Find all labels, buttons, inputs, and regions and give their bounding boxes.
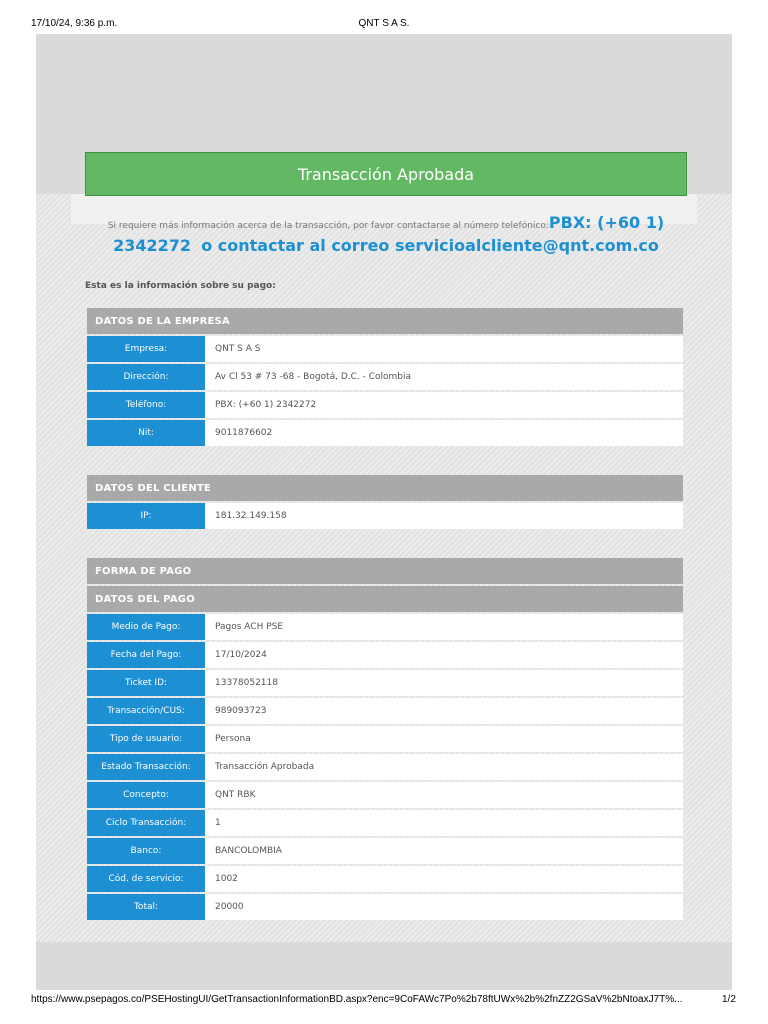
row-label: Medio de Pago: [87, 614, 205, 640]
section-header-forma-pago: FORMA DE PAGO [87, 558, 683, 584]
row-label: Tipo de usuario: [87, 726, 205, 752]
row-label: Cód. de servicio: [87, 866, 205, 892]
contact-phone-part2: 2342272 [113, 236, 192, 255]
table-row [87, 336, 683, 362]
row-value: 1 [205, 810, 683, 836]
row-label: Ticket ID: [87, 670, 205, 696]
table-row [87, 392, 683, 418]
table-row [87, 754, 683, 780]
row-label: Dirección: [87, 364, 205, 390]
contact-email[interactable]: o contactar al correo servicioalcliente@qnt.com.co [201, 236, 659, 255]
section-header-empresa: DATOS DE LA EMPRESA [87, 308, 683, 334]
table-row [87, 364, 683, 390]
print-date: 17/10/24, 9:36 p.m. [31, 18, 118, 29]
row-value: 13378052118 [205, 670, 683, 696]
table-row [87, 503, 683, 529]
row-value: PBX: (+60 1) 2342272 [205, 392, 683, 418]
row-value: QNT RBK [205, 782, 683, 808]
print-page-number: 1/2 [722, 994, 736, 1005]
transaction-approved-banner: Transacción Aprobada [85, 152, 687, 196]
table-row [87, 642, 683, 668]
table-row [87, 782, 683, 808]
row-value: 20000 [205, 894, 683, 920]
table-row [87, 420, 683, 446]
row-label: Estado Transacción: [87, 754, 205, 780]
row-value: Persona [205, 726, 683, 752]
row-label: Transacción/CUS: [87, 698, 205, 724]
row-label: Empresa: [87, 336, 205, 362]
bottom-band [36, 942, 732, 990]
row-value: 9011876602 [205, 420, 683, 446]
table-row [87, 726, 683, 752]
contact-phone-part1: PBX: (+60 1) [548, 213, 665, 232]
row-label: Concepto: [87, 782, 205, 808]
payment-info-intro: Esta es la información sobre su pago: [85, 281, 276, 291]
print-footer [0, 994, 768, 1008]
table-row [87, 670, 683, 696]
print-url[interactable]: https://www.psepagos.co/PSEHostingUI/GetTransactionInformationBD.aspx?enc=9CoFAWc7Po%2b78ftUWx%2b%2fnZZ2GSaV%2bNtoaxJ7T%... [31, 994, 683, 1005]
table-row [87, 810, 683, 836]
row-value: Av Cl 53 # 73 -68 - Bogotá, D.C. - Colombia [205, 364, 683, 390]
contact-prefix: Si requiere más información acerca de la transacción, por favor contactarse al número telefónico: [107, 221, 549, 231]
table-row [87, 698, 683, 724]
section-header-pago: DATOS DEL PAGO [87, 586, 683, 612]
row-label: Nit: [87, 420, 205, 446]
section-header-cliente: DATOS DEL CLIENTE [87, 475, 683, 501]
row-label: Ciclo Transacción: [87, 810, 205, 836]
row-value: 17/10/2024 [205, 642, 683, 668]
row-value: Transacción Aprobada [205, 754, 683, 780]
print-header [0, 18, 768, 32]
row-label: IP: [87, 503, 205, 529]
table-empresa [87, 336, 683, 448]
row-value: 989093723 [205, 698, 683, 724]
table-row [87, 614, 683, 640]
row-label: Banco: [87, 838, 205, 864]
row-label: Total: [87, 894, 205, 920]
row-value: QNT S A S [205, 336, 683, 362]
table-row [87, 866, 683, 892]
row-value: 1002 [205, 866, 683, 892]
row-value: 181.32.149.158 [205, 503, 683, 529]
table-row [87, 838, 683, 864]
row-value: BANCOLOMBIA [205, 838, 683, 864]
table-pago [87, 614, 683, 922]
row-label: Fecha del Pago: [87, 642, 205, 668]
contact-info [85, 213, 687, 256]
print-title: QNT S A S. [358, 18, 410, 29]
table-cliente [87, 503, 683, 531]
row-value: Pagos ACH PSE [205, 614, 683, 640]
table-row [87, 894, 683, 920]
row-label: Teléfono: [87, 392, 205, 418]
